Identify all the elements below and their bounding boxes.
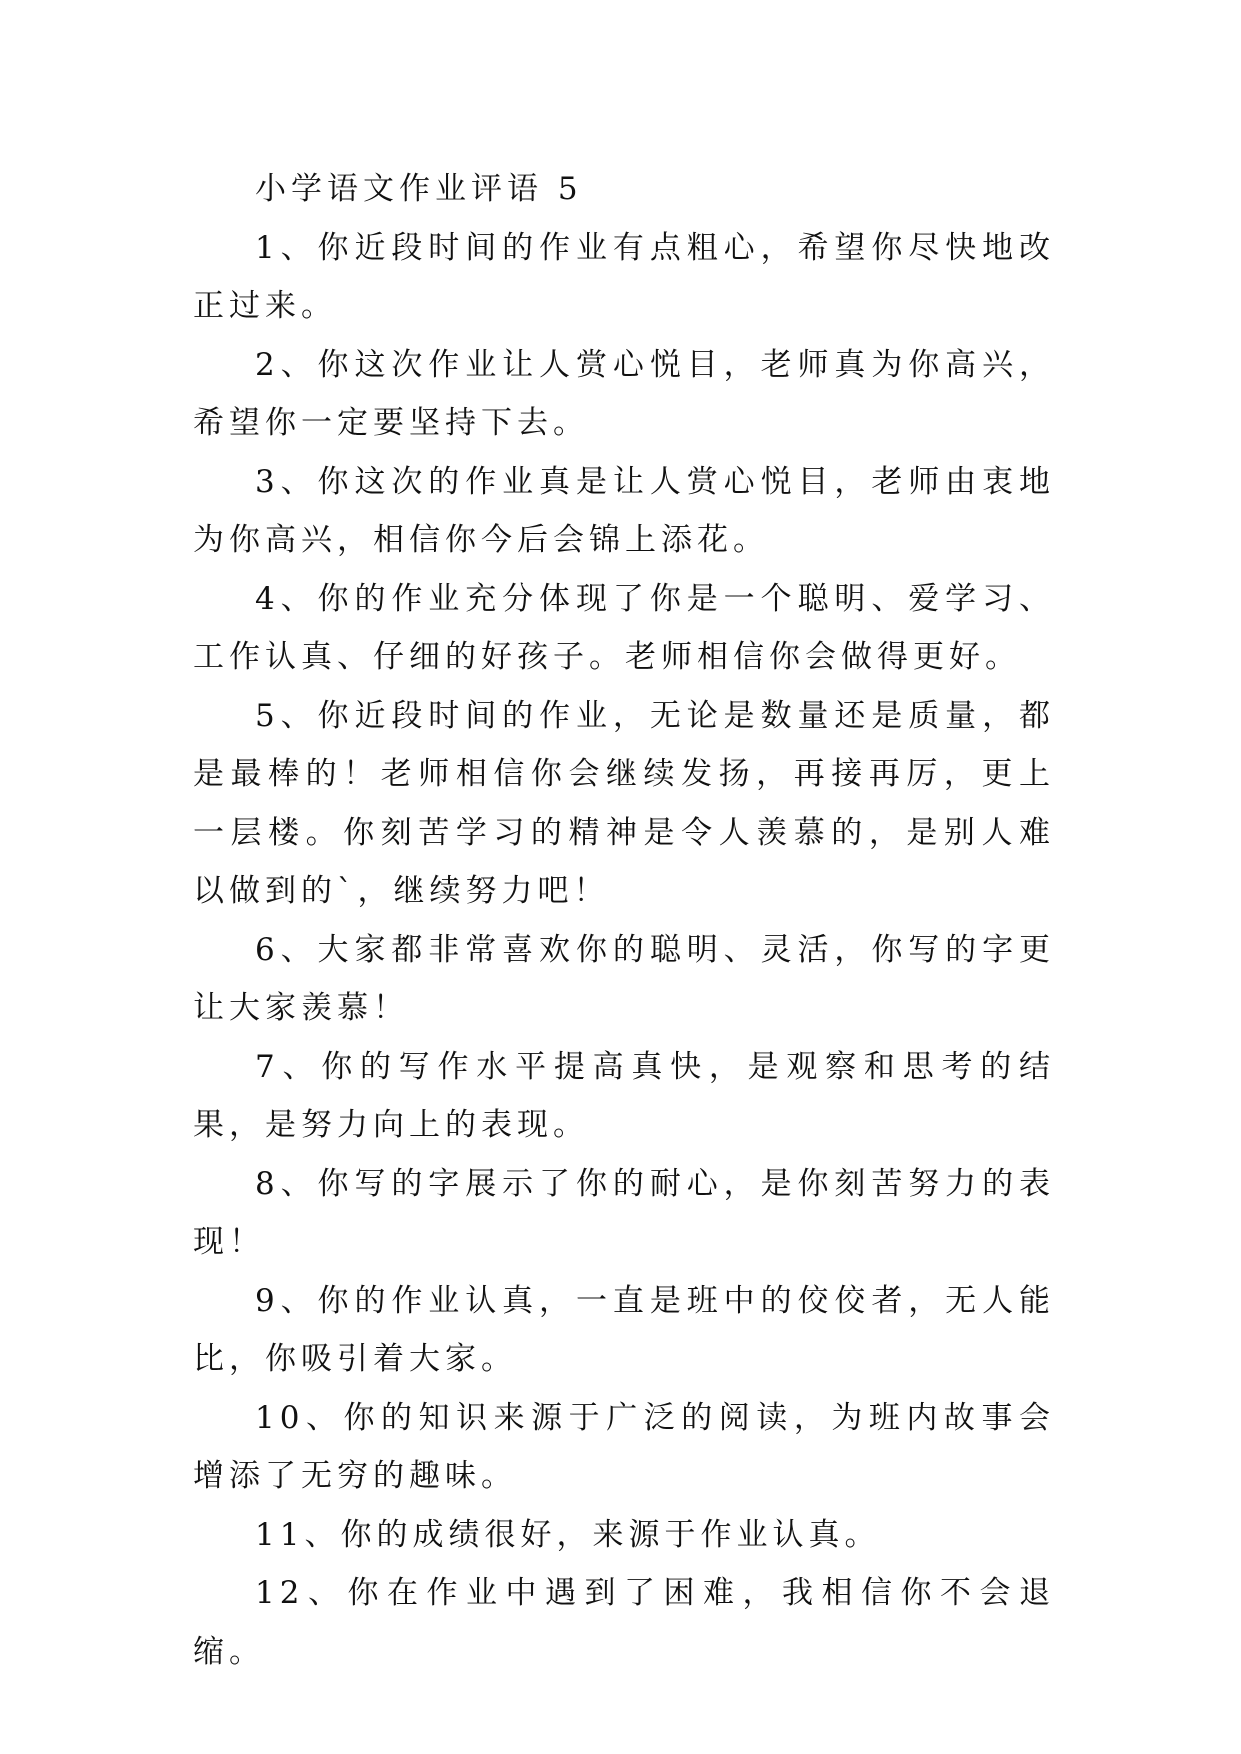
document-title: 小学语文作业评语 5 [255,171,583,207]
comment-paragraph-12: 12、你在作业中遇到了困难，我相信你不会退缩。 [193,1575,1055,1670]
comment-paragraph-8: 8、你写的字展示了你的耐心，是你刻苦努力的表现！ [193,1165,1055,1260]
comment-paragraph-9: 9、你的作业认真，一直是班中的佼佼者，无人能比，你吸引着大家。 [193,1282,1055,1377]
comment-paragraph-6: 6、大家都非常喜欢你的聪明、灵活，你写的字更让大家羡慕！ [193,931,1055,1026]
comment-paragraph-2: 2、你这次作业让人赏心悦目，老师真为你高兴，希望你一定要坚持下去。 [193,346,1055,441]
comment-paragraph-11: 11、你的成绩很好，来源于作业认真。 [255,1516,881,1553]
comment-paragraph-10: 10、你的知识来源于广泛的阅读，为班内故事会增添了无穷的趣味。 [193,1399,1055,1494]
comment-paragraph-3: 3、你这次的作业真是让人赏心悦目，老师由衷地为你高兴，相信你今后会锦上添花。 [193,463,1055,558]
comment-paragraph-1: 1、你近段时间的作业有点粗心，希望你尽快地改正过来。 [193,229,1055,324]
comment-paragraph-7: 7、你的写作水平提高真快，是观察和思考的结果，是努力向上的表现。 [193,1048,1055,1143]
comment-paragraph-5: 5、你近段时间的作业，无论是数量还是质量，都是最棒的！老师相信你会继续发扬，再接再厉，更上一层楼。你刻苦学习的精神是令人羡慕的，是别人难以做到的`，继续努力吧！ [193,697,1055,909]
document-body [193,160,1055,1681]
comment-paragraph-4: 4、你的作业充分体现了你是一个聪明、爱学习、工作认真、仔细的好孩子。老师相信你会做得更好。 [193,580,1055,675]
